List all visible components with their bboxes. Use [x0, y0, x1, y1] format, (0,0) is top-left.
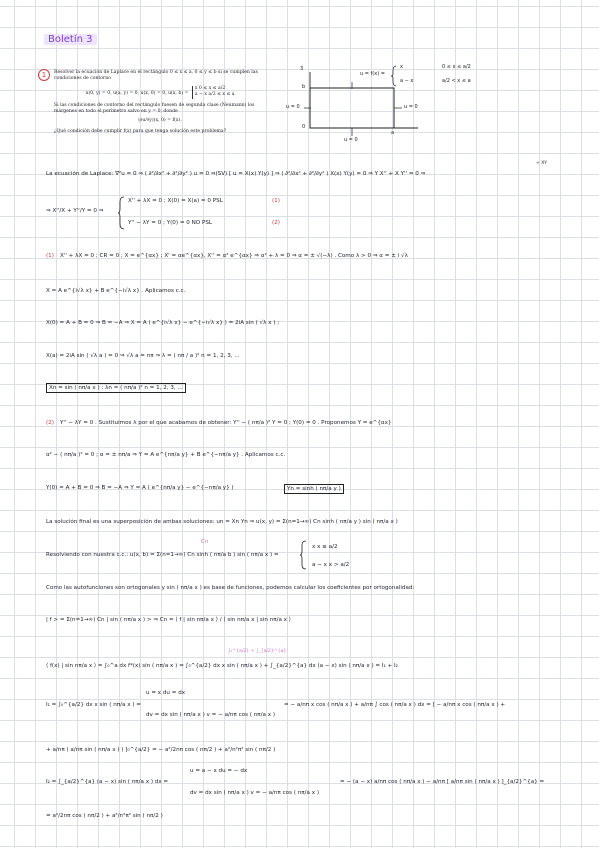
figure-left-bc: u = 0: [286, 104, 300, 110]
figure-y-axis-label: 3: [300, 66, 304, 72]
section-tag-1: (1): [46, 253, 54, 259]
solution-line-16-result: = − a/nπ x cos ( nπ/a x ) + a/nπ ∫ cos ( nπ/a x ) dx = [ − a/nπ x cos ( nπ/a x ) +: [284, 702, 506, 708]
bc-line: u(0, y) = 0, u(a, y) = 0, u(x, 0) = 0, u(x, b) =: [85, 90, 189, 96]
parts-sub-3: u = a − x du = − dx: [190, 768, 248, 774]
neumann-equation: (∂u/∂y)(x, 0) = f(x).: [138, 118, 182, 124]
rectangle-figure: [286, 62, 502, 146]
parts-sub-1: u = x du = dx: [146, 690, 186, 696]
bc-case-1: x 0 ≤ x ≤ a/2: [194, 85, 226, 91]
cn-annotation: Cn: [201, 539, 209, 545]
boxed-y-solution: Yn = sinh ( nπ/a y ): [284, 484, 344, 494]
figure-b-label: b: [302, 84, 306, 90]
solution-line-14: | f > = Σ(n=1→∞) Cn | sin ( nπ/a x ) > ⇒ Cn = ⟨ f | sin nπ/a x ⟩ / ⟨ sin nπ/a x | sin nπ/a x ⟩: [46, 617, 291, 623]
problem-number: 1: [38, 69, 50, 81]
figure-top-range-1: 0 ≤ x ≤ a/2: [442, 64, 471, 70]
figure-bottom-bc: u = 0: [344, 137, 358, 143]
solution-line-3: X'' + λX = 0 ; CR = 0 ; X = e^{αx} ; X' = αe^{αx}, X'' = α² e^{αx} ⇒ α² + λ = 0 ⇒ α = ± √(−λ) . Como λ > 0 ⇒ α = ± i √λ: [60, 253, 408, 259]
figure-top-range-2: a/2 < x ≤ a: [442, 78, 471, 84]
solution-line-1: La ecuación de Laplace: ∇²u = 0 ⇒ ( ∂²/∂x² + ∂²/∂y² ) u = 0 ⇒(SV) [ u = X(x) Y(y) ] ⇒ ( ∂²/∂x² + ∂²/∂y² ) X(x) Y(y) = 0 ⇒ Y X'' + X Y'' = 0 ⇒: [46, 171, 426, 177]
section-tag-2: (2): [46, 420, 54, 426]
system-brace: [118, 196, 126, 230]
bc-piecewise: [192, 86, 235, 99]
figure-drawing: [298, 62, 502, 146]
parts-sub-4: dv = dx sin ( nπ/a x ) v = − a/nπ cos ( nπ/a x ): [190, 790, 319, 796]
solution-line-13: Como las autofunciones son ortogonales y sin ( nπ/a x ) es base de funciones, podemos calcular los coeficientes por ortogonalidad:: [46, 585, 415, 591]
solution-line-12-case-1: x x ≤ a/2: [312, 544, 338, 550]
solution-line-2-left: ⇒ X''/X + Y''/Y = 0 ⇒: [46, 208, 104, 214]
page-title: Boletín 3: [44, 34, 97, 45]
solution-line-5: X(0) = A + B = 0 ⇒ B = −A ⇒ X = A ( e^{i√λ x} − e^{−i√λ x} ) = 2iA sin ( √λ x ) ;: [46, 320, 280, 326]
figure-top-bc: u = f(x) =: [360, 71, 385, 77]
bc-case-2: a − x a/2 ≤ x ≤ a: [194, 92, 235, 98]
equation-tag-2: (2): [272, 220, 280, 226]
parts-sub-2: dv = dx sin ( nπ/a x ) v = − a/nπ cos ( nπ/a x ): [146, 712, 275, 718]
solution-line-19: = a²/2nπ cos ( nπ/2 ) + a²/n²π² sin ( nπ/2 ): [46, 813, 163, 819]
figure-origin-label: 0: [302, 124, 306, 130]
figure-right-bc: u = 0: [404, 104, 418, 110]
problem-text: Resolver la ecuación de Laplace en el rectángulo 0 ≤ x ≤ a, 0 ≤ y ≤ b si se cumplen las condiciones de contorno: [54, 70, 258, 82]
figure-top-case-1: x: [400, 64, 403, 70]
solution-line-18-result: = − (a − x) a/nπ cos ( nπ/a x ) − a/nπ [ a/nπ sin ( nπ/a x ) ]_{a/2}^{a} =: [340, 779, 545, 785]
boxed-x-solution: Xn = sin ( nπ/a x ) ; λn = ( nπ/a )² n = 1, 2, 3, ...: [46, 383, 186, 393]
solution-line-12-case-2: a − x x > a/2: [312, 562, 350, 568]
solution-line-2-y-eq: Y'' − λY = 0 ; Y(0) = 0 NO PSL: [128, 220, 213, 226]
problem-question: ¿Qué condición debe cumplir f(x) para que tenga solución este problema?: [54, 128, 227, 134]
solution-line-10: Y(0) = A + B = 0 ⇒ B = −A ⇒ Y = A ( e^{nπ/a y} − e^{−nπ/a y} ): [46, 485, 234, 491]
cases-brace: [300, 540, 308, 570]
integral-split-annotation: ∫₀^{a/2} + ∫_{a/2}^{a}: [228, 649, 287, 654]
solution-line-9: α² − ( nπ/a )² = 0 ; α = ± nπ/a ⇒ Y = A e^{nπ/a y} + B e^{−nπ/a y} . Aplicamos c.c.: [46, 452, 286, 458]
solution-line-2-x-eq: X'' + λX = 0 ; X(0) = X(a) = 0 PSL: [128, 198, 223, 204]
problem-statement: [54, 70, 266, 138]
solution-line-1-divisor: ÷ XY: [536, 161, 548, 166]
solution-line-8: Y'' − λY = 0 . Sustituimos λ por el que acabamos de obtener: Y'' − ( nπ/a )² Y = 0 ; Y(0) = 0 . Proponemos Y = e^{αx}: [60, 420, 392, 426]
solution-line-12: Resolviendo con nuestra c.c.: u(x, b) = Σ(n=1→∞) Cn sinh ( nπ/a b ) sin ( nπ/a x ) =: [46, 552, 279, 558]
solution-line-18: I₂ = ∫_{a/2}^{a} (a − x) sin ( nπ/a x ) dx =: [46, 779, 169, 785]
solution-line-16: I₁ = ∫₀^{a/2} dx x sin ( nπ/a x ) =: [46, 702, 141, 708]
solution-line-6: X(a) = 2iA sin ( √λ a ) = 0 ⇒ √λ a = nπ ⇒ λ = ( nπ / a )² n = 1, 2, 3, ...: [46, 353, 240, 359]
figure-top-case-2: a − x: [400, 78, 414, 84]
solution-line-4: X = A e^{i√λ x} + B e^{−i√λ x} . Aplicamos c.c.: [46, 288, 186, 294]
equation-tag-1: (1): [272, 198, 280, 204]
neumann-text: Si las condiciones de contorno del rectángulo fuesen de segunda clase (Neumann) los márgenes en todo el perímetro salvo en y = 0, donde: [54, 102, 255, 115]
solution-line-15: ⟨ f(x) | sin nπ/a x ⟩ = ∫₀^a dx f*(x) sin ( nπ/a x ) = ∫₀^{a/2} dx x sin ( nπ/a x ) + ∫_{a/2}^{a} dx (a − x) sin ( nπ/a x ) = I₁ + I₂: [46, 663, 398, 669]
solution-line-11: La solución final es una superposición de ambas soluciones: un = Xn Yn ⇒ u(x, y) = Σ(n=1→∞) Cn sinh ( nπ/a y ) sin ( nπ/a x ): [46, 519, 398, 525]
solution-line-17: + a/nπ ( a/nπ sin ( nπ/a x ) ) ]₀^{a/2} = − a²/2nπ cos ( nπ/2 ) + a²/n²π² sin ( nπ/2 ): [46, 747, 276, 753]
boundary-conditions: [54, 86, 266, 99]
figure-a-label: a: [391, 130, 395, 136]
